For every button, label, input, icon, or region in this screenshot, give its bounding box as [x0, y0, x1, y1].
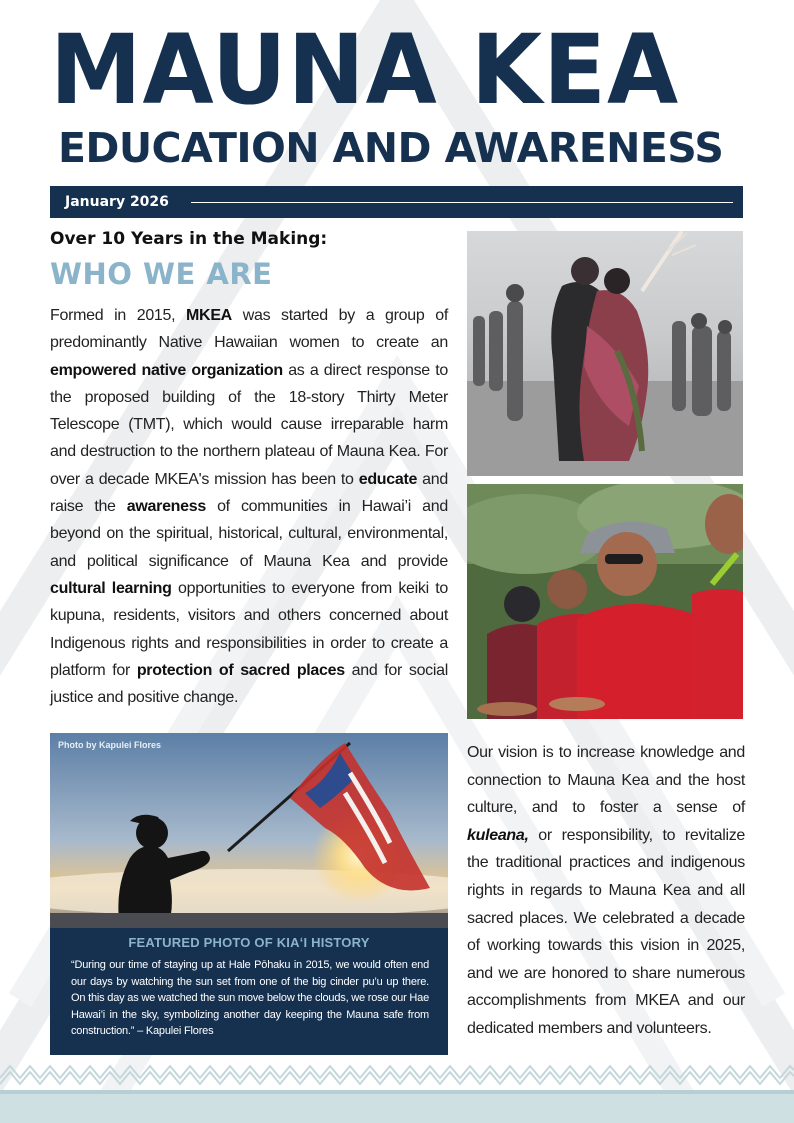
- text-run: or responsibility, to revitalize the traditional practices and indigenous rights in regards to Mauna Kea and all sacred places. We celebrated a decade of working towards this vision in 2025, and we are honored to share numerous accomplishments from MKEA and our dedicated members and volunteers.: [467, 826, 745, 1037]
- bold-italic-run: kuleana,: [467, 826, 529, 844]
- text-run: of communities in Hawai’i and beyond on the spiritual, historical, cultural, environmental, and political significance of Mauna Kea and provide: [50, 498, 448, 570]
- bold-run: protection of sacred places: [136, 661, 345, 679]
- masthead-subtitle: EDUCATION AND AWARENESS: [58, 124, 724, 172]
- featured-photo-quote: “During our time of staying up at Hale Pōhaku in 2015, we would often end our days by watching the sun set from one of the big cinder pu’u up there. On this day as we watched the sun move below the clouds, we rose our Hae Hawai’i in the sky, symbolizing another day keeping the Mauna safe from construction.” – Kapulei Flores: [71, 959, 429, 1038]
- masthead-title: MAUNA KEA: [50, 13, 680, 126]
- text-run: and for social justice and positive change.: [50, 661, 448, 707]
- section-kicker: Over 10 Years in the Making:: [50, 229, 328, 249]
- date-bar: [50, 186, 743, 218]
- text-run: opportunities to everyone from keiki to kupuna, residents, visitors and others concerned about Indigenous rights and responsibilities in order to create a platform for: [50, 579, 448, 679]
- footer-chevron-pattern: [0, 1064, 794, 1086]
- text-run: Our vision is to increase knowledge and connection to Mauna Kea and the host culture, and to foster a sense of: [467, 744, 745, 817]
- photo-credit: Photo by Kapulei Flores: [58, 740, 162, 750]
- footer-band: [0, 1090, 794, 1123]
- featured-photo-box: [50, 733, 448, 1055]
- text-run: and raise the: [50, 470, 448, 516]
- vision-paragraph: [467, 739, 745, 1043]
- photo-embrace: [467, 231, 743, 476]
- date-bar-rule: [191, 202, 733, 203]
- bold-run: MKEA: [186, 307, 232, 324]
- featured-photo-title: FEATURED PHOTO OF KIAʻI HISTORY: [128, 935, 370, 950]
- intro-paragraph: [50, 302, 448, 711]
- bold-run: empowered native organization: [50, 361, 283, 379]
- photo-red-shirts: [467, 484, 743, 719]
- bold-run: cultural learning: [50, 579, 172, 597]
- section-title: WHO WE ARE: [50, 257, 273, 291]
- text-run: was started by a group of predominantly Native Hawaiian women to create an: [50, 307, 448, 352]
- featured-photo-sunset-flag: [50, 733, 448, 928]
- text-run: as a direct response to the proposed building of the 18-story Thirty Meter Telescope (TMT), which would cause irreparable harm and destruction to the northern plateau of Mauna Kea. For over a decade MKEA's mission has been to: [50, 361, 448, 488]
- issue-date: January 2026: [65, 194, 169, 210]
- bold-run: educate: [358, 470, 418, 488]
- text-run: Formed in 2015,: [50, 307, 187, 324]
- footer-divider: [0, 1090, 794, 1094]
- bold-run: awareness: [126, 498, 206, 516]
